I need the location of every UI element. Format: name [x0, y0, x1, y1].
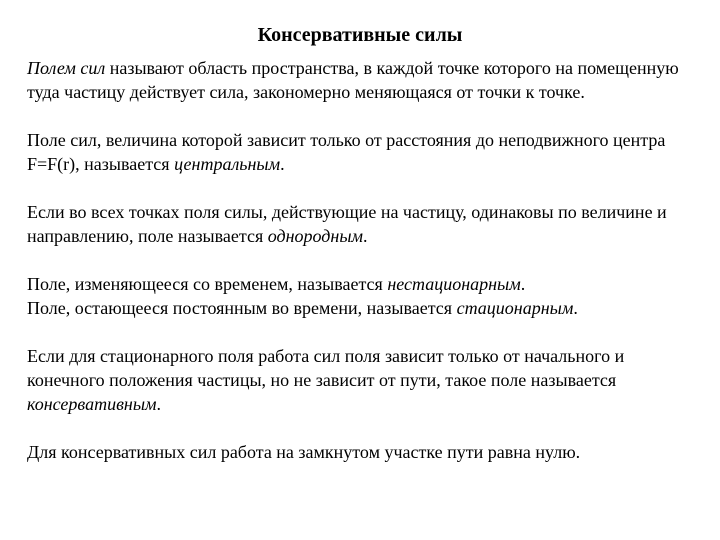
text-conservative-field: Если для стационарного поля работа сил поля зависит только от начального и конечного положения частицы, но не зависит от пути, такое поле называется — [27, 346, 625, 390]
term-uniform: однородным — [267, 226, 364, 246]
term-conservative: консервативным — [27, 394, 157, 414]
period: . — [280, 154, 285, 174]
text-force-field: называют область пространства, в каждой точке которого на помещенную туда частицу действует сила, закономерно меняющаяся от точки к точке. — [27, 58, 679, 102]
term-force-field: Полем сил — [27, 58, 106, 78]
period: . — [156, 394, 162, 414]
slide-title: Консервативные силы — [257, 24, 463, 46]
paragraph-stationary-fields — [27, 272, 699, 320]
text-stationary: Поле, остающееся постоянным во времени, называется — [27, 298, 457, 318]
paragraph-conservative-field — [27, 344, 699, 416]
term-stationary: стационарным — [456, 298, 574, 318]
text-nonstationary: Поле, изменяющееся со временем, называется — [27, 274, 388, 294]
period: . — [573, 298, 578, 318]
paragraph-closed-path-work: Для консервативных сил работа на замкнутом участке пути равна нулю. — [27, 442, 581, 462]
paragraph-force-field — [27, 56, 699, 104]
slide-content — [27, 56, 699, 464]
term-nonstationary: нестационарным — [387, 274, 521, 294]
text-uniform-field: Если во всех точках поля силы, действующие на частицу, одинаковы по величине и направлению, поле называется — [27, 202, 667, 246]
period: . — [520, 274, 526, 294]
period: . — [363, 226, 368, 246]
paragraph-central-field — [27, 128, 699, 176]
paragraph-uniform-field — [27, 200, 699, 248]
term-central: центральным — [174, 154, 281, 174]
text-central-field: Поле сил, величина которой зависит только от расстояния до неподвижного центра F=F(r), называется — [27, 130, 666, 174]
